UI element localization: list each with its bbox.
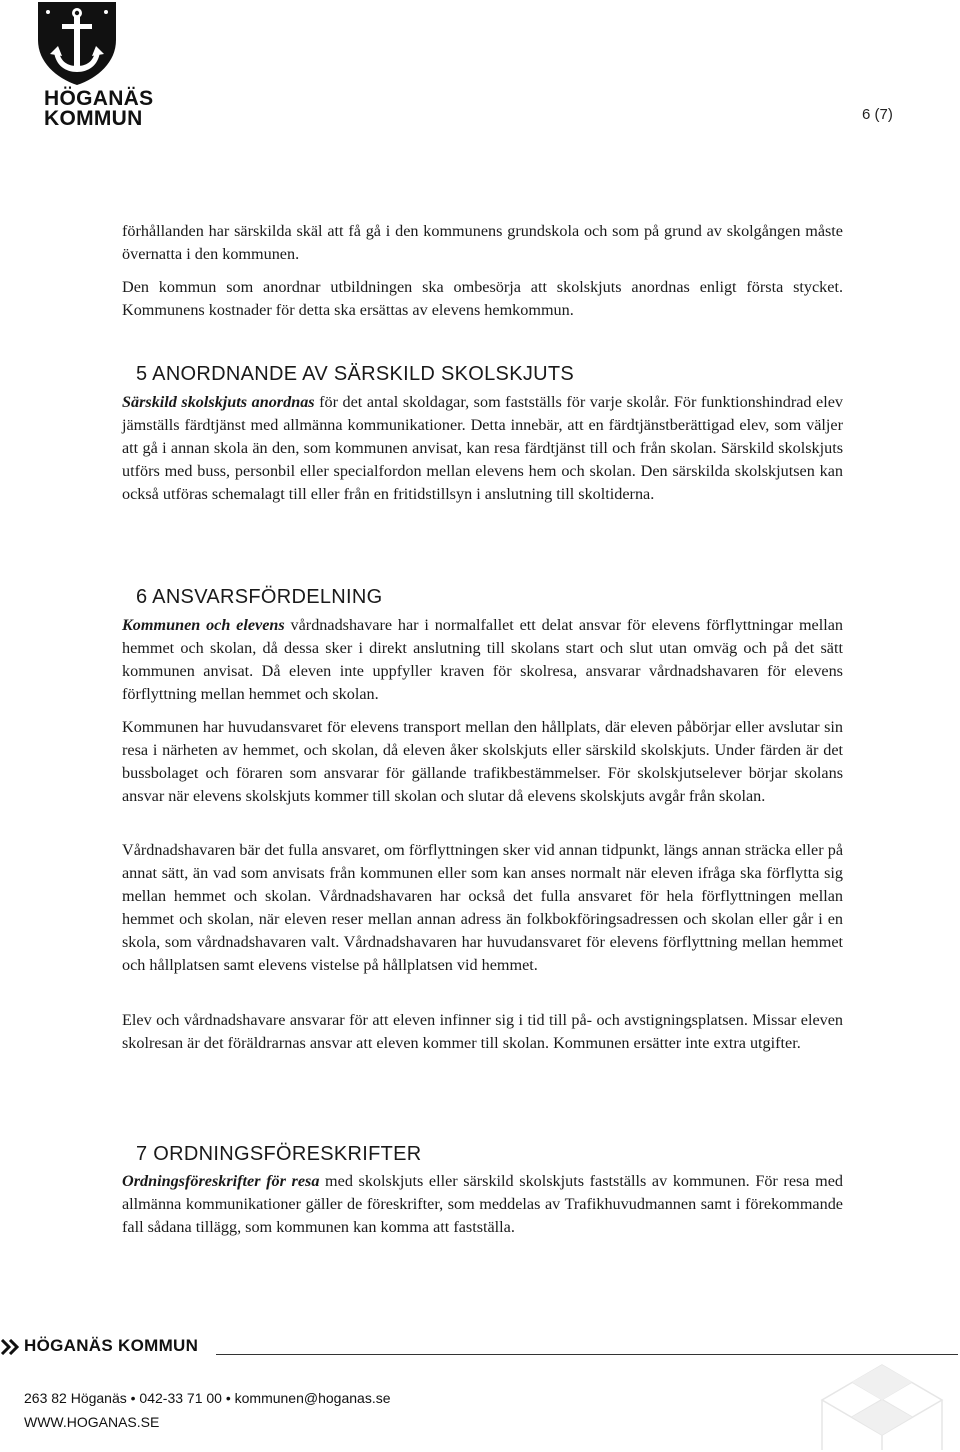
section-6-paragraph-4: Elev och vårdnadshavare ansvarar för att eleven infinner sig i tid till på- och avstigningsplatsen. Missar eleven skolresan är det föräldrarnas ansvar att eleven kommer till skolan. Kommunen ersätter inte extra utgifter.	[122, 1011, 843, 1052]
footer-contact-line: 263 82 Höganäs • 042-33 71 00 • kommunen@hoganas.se	[24, 1390, 391, 1406]
logo-wordmark-line1: HÖGANÄS	[44, 87, 154, 110]
arrow-icon	[0, 1339, 20, 1355]
section-6-heading: 6 ANSVARSFÖRDELNING	[136, 586, 383, 608]
section-7-paragraph	[122, 1170, 843, 1239]
decorative-cube-icon	[812, 1360, 952, 1450]
intro-paragraph-2: Den kommun som anordnar utbildningen ska ombesörja att skolskjuts anordnas enligt första stycket. Kommunens kostnader för detta ska ersättas av elevens hemkommun.	[122, 278, 843, 319]
section-5-heading: 5 ANORDNANDE AV SÄRSKILD SKOLSKJUTS	[136, 363, 575, 385]
section-7-text: med skolskjuts eller särskild skolskjuts fastställs av kommunen. För resa med allmänna kommunikationer gäller de föreskrifter, som meddelas av Trafikhuvudmannen samt i förekommande fall sådana tillägg, som kommunen kan komma att fastställa.	[122, 1172, 843, 1236]
footer-divider	[216, 1354, 958, 1355]
footer-organization-name: HÖGANÄS KOMMUN	[24, 1336, 199, 1355]
section-5-paragraph	[122, 391, 843, 506]
section-7-heading: 7 ORDNINGSFÖRESKRIFTER	[136, 1143, 422, 1165]
municipality-logo	[22, 0, 154, 130]
section-6-paragraph-1	[122, 614, 843, 706]
section-6-lead: Kommunen och elevens	[122, 616, 285, 634]
footer-website: WWW.HOGANAS.SE	[24, 1414, 160, 1430]
logo-wordmark-line2: KOMMUN	[44, 107, 143, 130]
page-number: 6 (7)	[862, 106, 893, 123]
anchor-crest-icon	[34, 0, 120, 86]
section-6-paragraph-3: Vårdnadshavaren bär det fulla ansvaret, om förflyttningen sker vid annan tidpunkt, längs annan sträcka eller på annat sätt, än vad som anvisats från kommunen eller som kan anses normalt när eleven ifråga ska förflytta sig mellan hemmet och skolan. Vårdnadshavaren har också det fulla ansvaret för hela förflyttningen mellan hemmet och skolan, när eleven reser mellan annan adress än folkbokföringsadressen och skolan eller går i en skola, som vårdnadshavaren valt. Vårdnadshavaren har huvudansvaret för elevens förflyttning mellan hemmet och hållplatsen samt elevens vistelse på hållplatsen vid hemmet.	[122, 841, 843, 974]
section-6-paragraph-2: Kommunen har huvudansvaret för elevens transport mellan den hållplats, där eleven påbörjar eller avslutar sin resa i närheten av hemmet, och skolan, då eleven åker skolskjuts eller särskild skolskjuts. Under färden är det bussbolaget och föraren som ansvarar för gällande trafikbestämmelser. För skolskjutselever börjar skolans ansvar när elevens skolskjuts kommer till skolan och slutar då elevens skolskjuts avgår från skolan.	[122, 718, 843, 805]
section-6-text: vårdnadshavare har i normalfallet ett delat ansvar för elevens förflyttningar mellan hemmet och skolan, då dessa sker i direkt anslutning till skolans start och slut utan omväg och på det sätt kommunen anvisat. Då eleven inte uppfyller kraven för skolresa, ansvarar vårdnadshavaren för elevens förflyttning mellan hemmet och skolan.	[122, 616, 844, 703]
section-5-text: för det antal skoldagar, som fastställs för varje skolår. För funktionshindrad elev jämställs färdtjänst med allmänna kommunikationer. Detta innebär, att en färdtjänstberättigad elev, som väljer att gå i annan skola än den, som kommunen anvisat, kan resa färdtjänst till och från skolan. Särskild skolskjuts utförs med buss, personbil eller specialfordon mellan elevens hem och skolan. Den särskilda skolskjutsen kan också utföras schemalagt till eller från en fritidstillsyn i anslutning till skoltiderna.	[122, 393, 843, 503]
intro-paragraph-1: förhållanden har särskilda skäl att få gå i den kommunens grundskola och som på grund av skolgången måste övernatta i den kommunen.	[122, 222, 843, 263]
section-5-lead: Särskild skolskjuts anordnas	[122, 393, 315, 411]
section-7-lead: Ordningsföreskrifter för resa	[122, 1172, 320, 1190]
